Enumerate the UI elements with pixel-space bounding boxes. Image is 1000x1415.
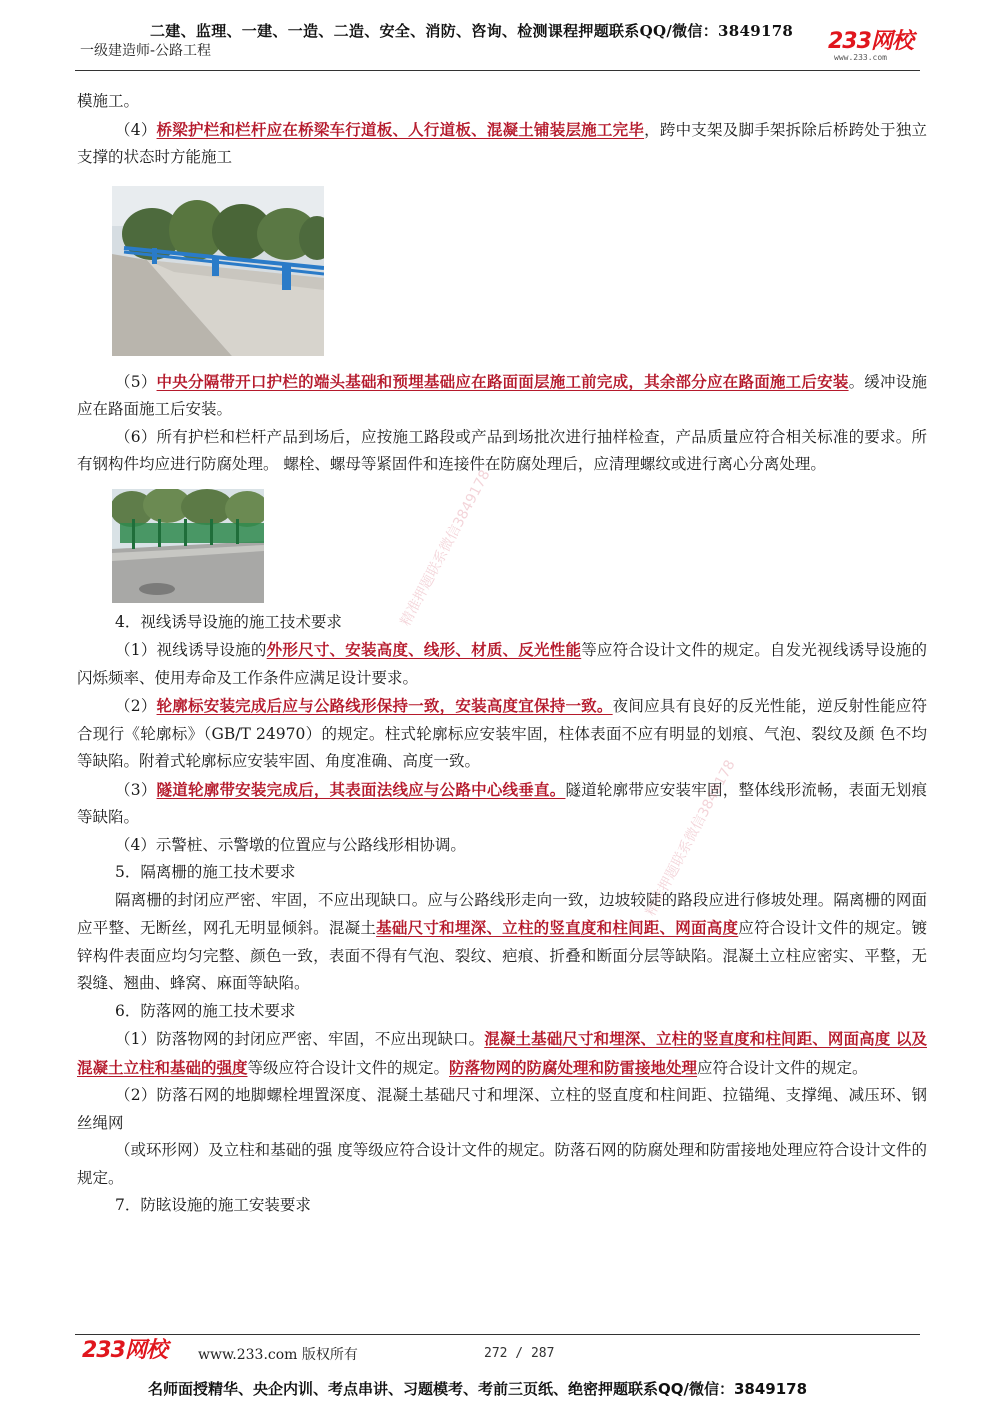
highlight-text: 轮廓标安装完成后应与公路线形保持一致，安装高度宜保持一致。 [156,696,613,715]
road-guardrail-illustration [112,489,264,603]
text: 。缓冲设施应在路面施工后安装。 [77,372,927,418]
paragraph: （6）所有护栏和栏杆产品到场后，应按施工路段或产品到场批次进行抽样检查，产品质量应符合相关标准的要求。所有钢构件均应进行防腐处理。 螺栓、螺母等紧固件和连接件在防腐处理后，应清理螺纹或进行离心分离处理。 [77,427,927,473]
paragraph: （或环形网）及立柱和基础的强 度等级应符合设计文件的规定。防落石网的防腐处理和防雷接地处理应符合设计文件的规定。 [77,1141,927,1187]
highlight-text: 防落物网的防腐处理和防雷接地处理 [449,1057,698,1077]
document-subtitle: 一级建造师-公路工程 [80,43,212,59]
highlight-text: 外形尺寸、安装高度、线形、材质、反光性能 [266,640,582,659]
highlight-text: 桥梁护栏和栏杆应在桥梁车行道板、人行道板、混凝土铺装层施工完毕 [156,119,645,139]
watermark: 精准押题联系微信3849178 [397,467,494,629]
page-number: 272 / 287 [484,1346,555,1361]
brand-logo-url: www.233.com [834,53,887,62]
watermark: 精准押题联系微信3849178 [642,757,739,919]
header-divider [75,70,920,71]
text: （1）视线诱导设施的 [115,641,267,659]
text: 应符合设计文件的规定。镀锌构件表面应均匀完整、颜色一致，表面不得有气泡、裂纹、疤痕、折叠和断面分层等缺陷。混凝土立柱应密实、平整，无裂缝、翘曲、蜂窝、麻面等缺陷。 [77,919,927,992]
highlight-text: 隧道轮廓带安装完成后，其表面法线应与公路中心线垂直。 [156,779,566,799]
paragraph: （4）示警桩、示警墩的位置应与公路线形相协调。 [115,835,466,854]
paragraph [77,116,927,172]
footer-divider [75,1334,920,1335]
section-heading: 4．视线诱导设施的施工技术要求 [115,612,342,631]
text: ，跨中支架及脚手架拆除后桥跨处于独立支撑的状态时方能施工 [77,120,927,166]
text: （5） [115,372,157,391]
highlight-text: 基础尺寸和埋深、立柱的竖直度和柱间距、网面高度 [376,918,739,937]
text: 夜间应具有良好的反光性能，逆反射性能应符合现行《轮廓标》（GB/T 24970）的规定。柱式轮廓标应安装牢固，柱体表面不应有明显的划痕、气泡、裂纹及颜 色不均等缺陷。附着式轮廓标应安装牢固、角度准确、高度一致。 [77,697,927,770]
paragraph: 模施工。 [77,92,140,110]
footer-logo-text: 233网校 [82,1338,167,1363]
footer-promo: 名师面授精华、央企内训、考点串讲、习题模考、考前三页纸、绝密押题联系QQ/微信：3849178 [148,1380,808,1398]
brand-logo-text: 233网校 [828,29,913,54]
text: 应符合设计文件的规定。 [697,1058,868,1077]
bridge-guardrail-photo [112,186,324,356]
brand-logo [828,30,920,66]
page-content [77,88,927,1220]
section-heading: 5．隔离栅的施工技术要求 [115,863,296,881]
text: 隔离栅的封闭应严密、牢固，不应出现缺口。应与公路线形走向一致，边坡较陡的路段应进行修坡处理。隔离栅的网面应平整、无断丝，网孔无明显倾斜。混凝土 [77,890,927,937]
paragraph [77,368,927,424]
text: （4） [115,120,157,139]
header-promo: 二建、监理、一建、一造、二造、安全、消防、咨询、检测课程押题联系QQ/微信：3849178 [150,22,794,40]
paragraph [77,636,927,692]
highlight-text: 中央分隔带开口护栏的端头基础和预埋基础应在路面面层施工前完成，其余部分应在路面施工后安装 [156,371,849,391]
paragraph [77,776,927,832]
footer-logo [82,1339,167,1363]
highlight-text: 混凝土基础尺寸和埋深、立柱的竖直度和柱间距、网面高度 以及混凝土立柱和基础的强度 [77,1029,927,1077]
footer-copyright: www.233.com 版权所有 [198,1347,358,1363]
section-heading: 6．防落网的施工技术要求 [115,1001,296,1020]
section-heading: 7．防眩设施的施工安装要求 [115,1196,311,1214]
text: 隧道轮廓带应安装牢固，整体线形流畅，表面无划痕等缺陷。 [77,780,927,826]
bridge-guardrail-illustration [112,186,324,356]
text: 等应符合设计文件的规定。自发光视线诱导设施的闪烁频率、使用寿命及工作条件应满足设计要求。 [77,641,927,687]
text: （3） [115,780,157,799]
text: （2） [115,697,157,715]
text: （1）防落物网的封闭应严密、牢固，不应出现缺口。 [115,1030,485,1048]
text: 等级应符合设计文件的规定。 [247,1058,450,1077]
paragraph [77,692,927,776]
paragraph [77,1025,927,1082]
paragraph: （2）防落石网的地脚螺栓埋置深度、混凝土基础尺寸和埋深、立柱的竖直度和柱间距、拉锚绳、支撑绳、减压环、钢丝绳网 [77,1086,927,1132]
road-guardrail-photo [112,489,264,603]
paragraph [77,887,927,998]
